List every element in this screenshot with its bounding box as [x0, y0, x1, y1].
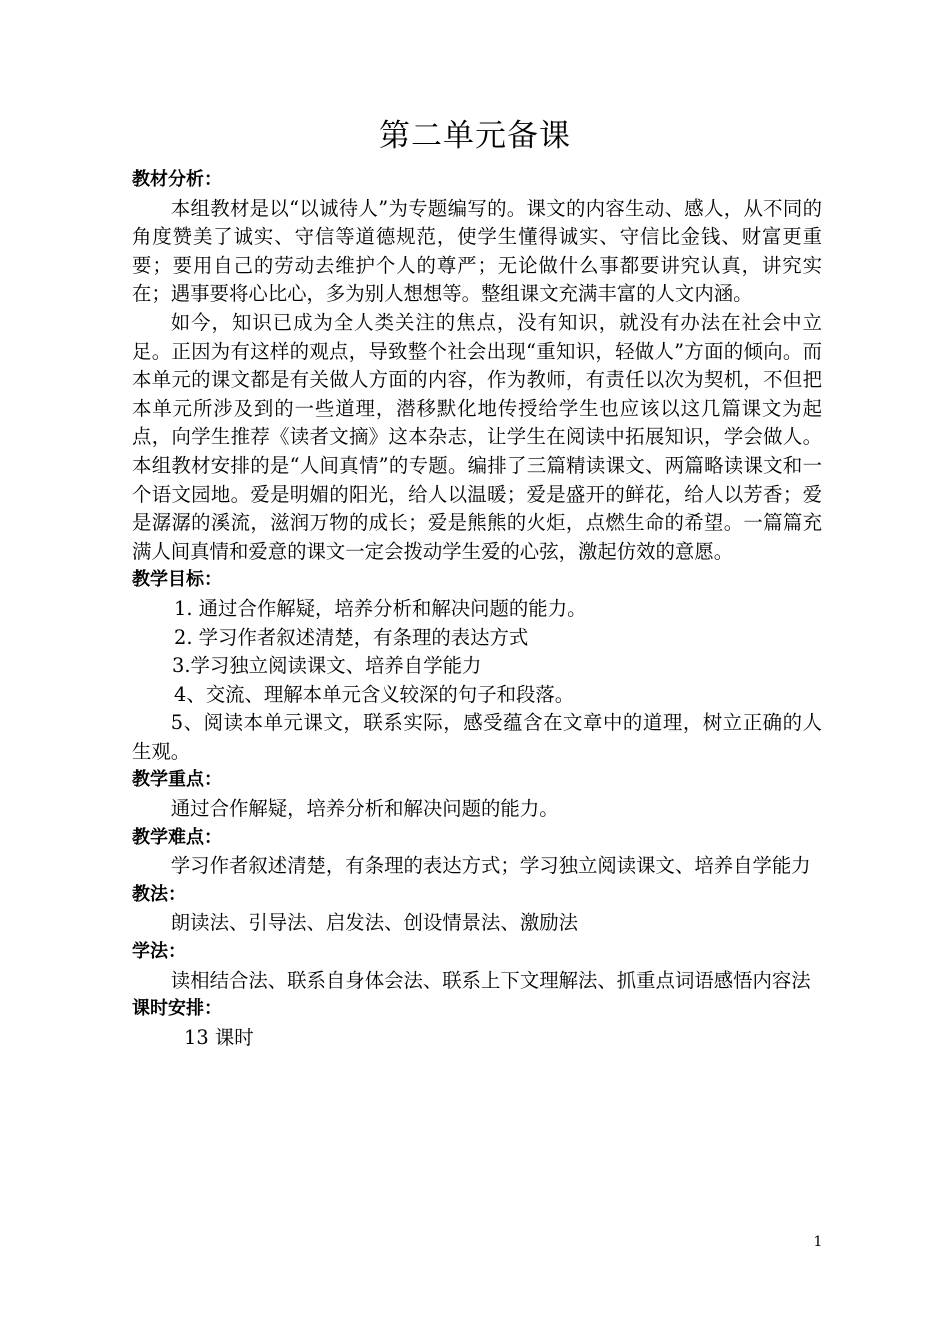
section-heading-learning-methods: 学法：	[132, 941, 186, 963]
goal-item-2: 2. 学习作者叙述清楚，有条理的表达方式	[174, 625, 529, 649]
goal-item-1: 1. 通过合作解疑，培养分析和解决问题的能力。	[174, 596, 587, 620]
section-heading-key-points: 教学重点：	[132, 769, 222, 791]
difficulties-text: 学习作者叙述清楚，有条理的表达方式；学习独立阅读课文、培养自学能力	[170, 854, 811, 878]
analysis-paragraph-1: 本组教材是以“以诚待人”为专题编写的。课文的内容生动、感人，从不同的角度赞美了诚实、守信等道德规范，使学生懂得诚实、守信比金钱、财富更重要；要用自己的劳动去维护个人的尊严；无论做什么事都要讲究认真，讲究实在；遇事要将心比心，多为别人想想等。整组课文充满丰富的人文内涵。	[132, 196, 822, 306]
analysis-paragraph-2: 如今，知识已成为全人类关注的焦点，没有知识，就没有办法在社会中立足。正因为有这样的观点，导致整个社会出现“重知识，轻做人”方面的倾向。而本单元的课文都是有关做人方面的内容，作为教师，有责任以次为契机，不但把本单元所涉及到的一些道理，潜移默化地传授给学生也应该以这几篇课文为起点，向学生推荐《读者文摘》这本杂志，让学生在阅读中拓展知识，学会做人。本组教材安排的是“人间真情”的专题。编排了三篇精读课文、两篇略读课文和一个语文园地。爱是明媚的阳光，给人以温暖；爱是盛开的鲜花，给人以芳香；爱是潺潺的溪流，滋润万物的成长；爱是熊熊的火炬，点燃生命的希望。一篇篇充满人间真情和爱意的课文一定会拨动学生爱的心弦，激起仿效的意愿。	[132, 310, 822, 563]
goal-item-5: 5、阅读本单元课文，联系实际，感受蕴含在文章中的道理，树立正确的人生观。	[132, 711, 822, 763]
goal-item-3: 3.学习独立阅读课文、培养自学能力	[172, 654, 482, 678]
section-heading-goals: 教学目标：	[132, 569, 222, 591]
section-heading-teaching-methods: 教法：	[132, 883, 186, 905]
schedule-text: 13 课时	[184, 1025, 254, 1049]
page-number: 1	[813, 1234, 823, 1250]
teaching-methods-text: 朗读法、引导法、启发法、创设情景法、激励法	[170, 911, 578, 935]
section-heading-analysis: 教材分析：	[132, 169, 222, 190]
goal-item-4: 4、交流、理解本单元含义较深的句子和段落。	[174, 682, 575, 706]
section-heading-difficulties: 教学难点：	[132, 826, 222, 848]
learning-methods-text: 读相结合法、联系自身体会法、联系上下文理解法、抓重点词语感悟内容法	[170, 968, 811, 992]
document-title: 第二单元备课	[379, 118, 571, 154]
document-body	[132, 166, 822, 1052]
key-points-text: 通过合作解疑，培养分析和解决问题的能力。	[170, 797, 559, 821]
section-heading-schedule: 课时安排：	[132, 998, 222, 1020]
